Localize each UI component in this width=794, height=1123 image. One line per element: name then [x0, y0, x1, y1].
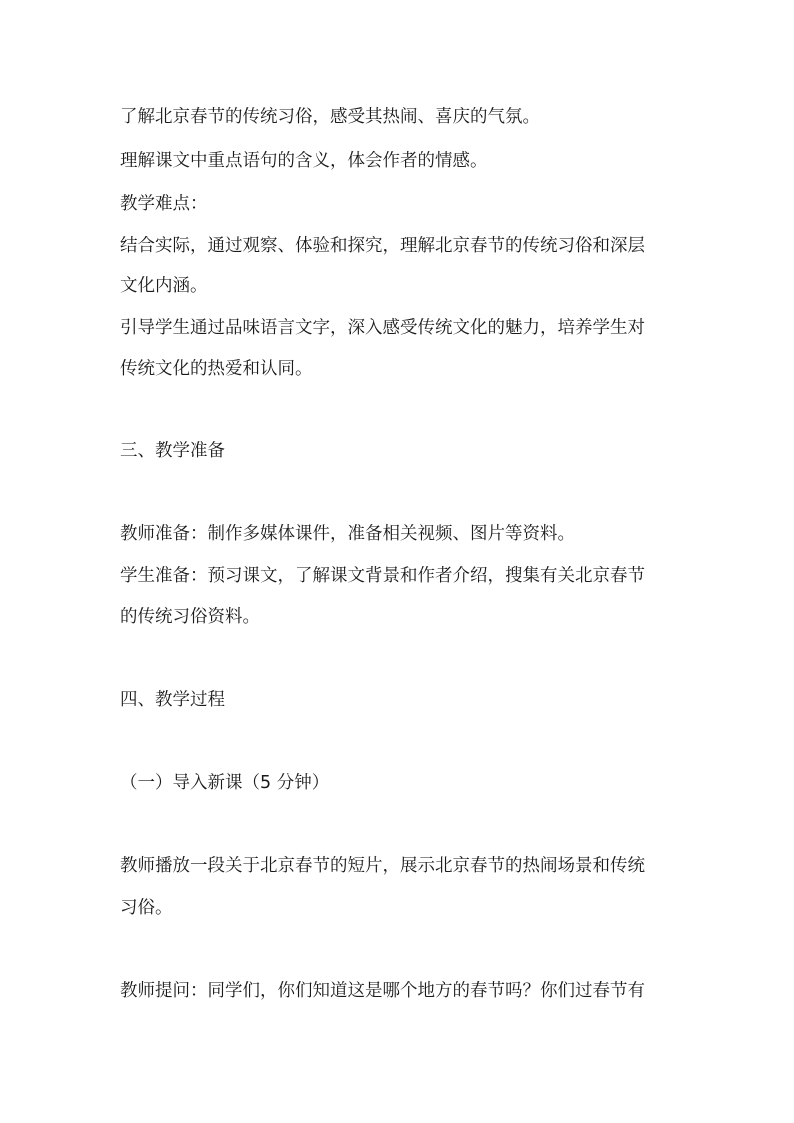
paragraph-line: 教师准备：制作多媒体课件，准备相关视频、图片等资料。 — [120, 524, 575, 544]
paragraph-line: 学生准备：预习课文，了解课文背景和作者介绍，搜集有关北京春节 — [120, 566, 645, 586]
subheading: 教学难点： — [120, 194, 208, 214]
paragraph-line: 教师播放一段关于北京春节的短片，展示北京春节的热闹场景和传统 — [120, 856, 645, 876]
paragraph-line: 教师提问：同学们，你们知道这是哪个地方的春节吗？你们过春节有 — [120, 981, 645, 1001]
section-heading: 四、教学过程 — [120, 690, 225, 710]
section-heading: 三、教学准备 — [120, 441, 225, 461]
paragraph-line: 了解北京春节的传统习俗，感受其热闹、喜庆的气氛。 — [120, 107, 540, 127]
paragraph-line: 传统文化的热爱和认同。 — [120, 359, 313, 379]
paragraph-line: 文化内涵。 — [120, 276, 208, 296]
paragraph-line: 理解课文中重点语句的含义，体会作者的情感。 — [120, 151, 488, 171]
subsection-heading: （一）导入新课（5 分钟） — [120, 773, 330, 793]
paragraph-line: 结合实际，通过观察、体验和探究，理解北京春节的传统习俗和深层 — [120, 236, 645, 256]
paragraph-line: 的传统习俗资料。 — [120, 607, 260, 627]
paragraph-line: 引导学生通过品味语言文字，深入感受传统文化的魅力，培养学生对 — [120, 318, 645, 338]
paragraph-line: 习俗。 — [120, 898, 173, 918]
